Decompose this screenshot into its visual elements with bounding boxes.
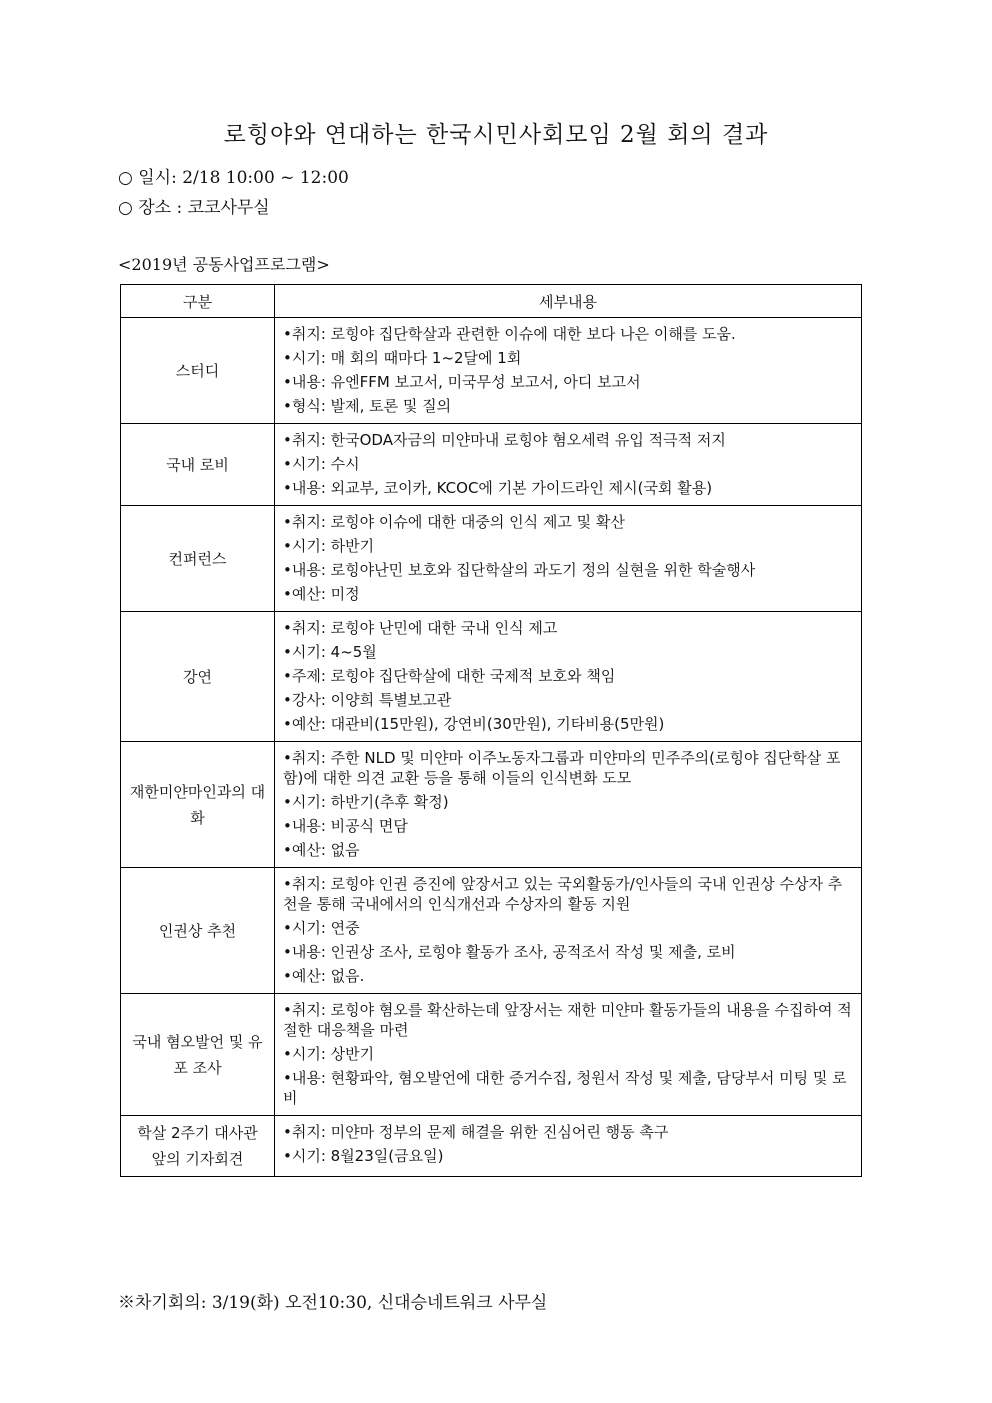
meeting-place: ○ 장소 : 코코사무실 bbox=[118, 198, 270, 218]
detail-item: •취지: 한국ODA자금의 미얀마내 로힝야 혐오세력 유입 적극적 저지 bbox=[283, 431, 726, 449]
table-row bbox=[121, 742, 862, 868]
detail-item: •취지: 로힝야 이슈에 대한 대중의 인식 제고 및 확산 bbox=[283, 513, 625, 531]
detail-item: •내용: 로힝야난민 보호와 집단학살의 과도기 정의 실현을 위한 학술행사 bbox=[283, 561, 756, 579]
detail-item: •시기: 상반기 bbox=[283, 1045, 375, 1063]
detail-item: •시기: 8월23일(금요일) bbox=[283, 1147, 444, 1165]
detail-item: •취지: 로힝야 인권 증진에 앞장서고 있는 국외활동가/인사들의 국내 인권상 수상자 추천을 통해 국내에서의 인식개선과 수상자의 활동 지원 bbox=[283, 875, 843, 913]
detail-item: •내용: 인권상 조사, 로힝야 활동가 조사, 공적조서 작성 및 제출, 로비 bbox=[283, 943, 736, 961]
detail-item: •시기: 4~5월 bbox=[283, 643, 377, 661]
row-category: 컨퍼런스 bbox=[121, 506, 275, 612]
detail-item: •강사: 이양희 특별보고관 bbox=[283, 691, 452, 709]
table-row bbox=[121, 612, 862, 742]
table-row bbox=[121, 506, 862, 612]
table-caption: <2019년 공동사업프로그램> bbox=[118, 255, 330, 274]
row-category: 국내 혐오발언 및 유포 조사 bbox=[121, 994, 275, 1116]
detail-item: •형식: 발제, 토론 및 질의 bbox=[283, 397, 452, 415]
row-details bbox=[275, 506, 862, 612]
row-details bbox=[275, 318, 862, 424]
detail-item: •내용: 외교부, 코이카, KCOC에 기본 가이드라인 제시(국회 활용) bbox=[283, 479, 713, 497]
next-meeting-note: ※차기회의: 3/19(화) 오전10:30, 신대승네트워크 사무실 bbox=[118, 1293, 548, 1313]
detail-item: •내용: 비공식 면담 bbox=[283, 817, 408, 835]
detail-item: •취지: 로힝야 집단학살과 관련한 이슈에 대한 보다 나은 이해를 도움. bbox=[283, 325, 736, 343]
detail-item: •취지: 로힝야 난민에 대한 국내 인식 제고 bbox=[283, 619, 558, 637]
row-details bbox=[275, 612, 862, 742]
document-title: 로힝야와 연대하는 한국시민사회모임 2월 회의 결과 bbox=[223, 122, 769, 148]
table-header-row bbox=[121, 285, 862, 318]
detail-item: •취지: 로힝야 혐오를 확산하는데 앞장서는 재한 미얀마 활동가들의 내용을 수집하여 적절한 대응책을 마련 bbox=[283, 1001, 852, 1039]
detail-item: •취지: 미얀마 정부의 문제 해결을 위한 진심어린 행동 촉구 bbox=[283, 1123, 669, 1141]
detail-item: •예산: 미정 bbox=[283, 585, 360, 603]
row-category: 재한미얀마인과의 대화 bbox=[121, 742, 275, 868]
table-row bbox=[121, 424, 862, 506]
table-row bbox=[121, 868, 862, 994]
detail-item: •예산: 없음. bbox=[283, 967, 365, 985]
row-category: 강연 bbox=[121, 612, 275, 742]
detail-item: •시기: 하반기 bbox=[283, 537, 375, 555]
detail-item: •내용: 유엔FFM 보고서, 미국무성 보고서, 아디 보고서 bbox=[283, 373, 641, 391]
row-details bbox=[275, 868, 862, 994]
program-table bbox=[120, 284, 862, 1177]
detail-item: •예산: 대관비(15만원), 강연비(30만원), 기타비용(5만원) bbox=[283, 715, 665, 733]
detail-item: •취지: 주한 NLD 및 미얀마 이주노동자그룹과 미얀마의 민주주의(로힝야 집단학살 포함)에 대한 의견 교환 등을 통해 이들의 인식변화 도모 bbox=[283, 749, 841, 787]
detail-item: •시기: 하반기(추후 확정) bbox=[283, 793, 449, 811]
row-category: 국내 로비 bbox=[121, 424, 275, 506]
detail-item: •내용: 현황파악, 혐오발언에 대한 증거수집, 청원서 작성 및 제출, 담당부서 미팅 및 로비 bbox=[283, 1069, 847, 1107]
row-details bbox=[275, 424, 862, 506]
table-row bbox=[121, 318, 862, 424]
row-details bbox=[275, 994, 862, 1116]
header-details: 세부내용 bbox=[275, 285, 862, 318]
row-category: 스터디 bbox=[121, 318, 275, 424]
table-row bbox=[121, 1116, 862, 1177]
detail-item: •시기: 수시 bbox=[283, 455, 360, 473]
row-details bbox=[275, 742, 862, 868]
row-category: 인권상 추천 bbox=[121, 868, 275, 994]
detail-item: •예산: 없음 bbox=[283, 841, 360, 859]
header-category: 구분 bbox=[121, 285, 275, 318]
row-details bbox=[275, 1116, 862, 1177]
table-row bbox=[121, 994, 862, 1116]
detail-item: •시기: 매 회의 때마다 1~2달에 1회 bbox=[283, 349, 522, 367]
detail-item: •주제: 로힝야 집단학살에 대한 국제적 보호와 책임 bbox=[283, 667, 616, 685]
row-category: 학살 2주기 대사관 앞의 기자회견 bbox=[121, 1116, 275, 1177]
detail-item: •시기: 연중 bbox=[283, 919, 360, 937]
meeting-date: ○ 일시: 2/18 10:00 ~ 12:00 bbox=[118, 168, 349, 188]
